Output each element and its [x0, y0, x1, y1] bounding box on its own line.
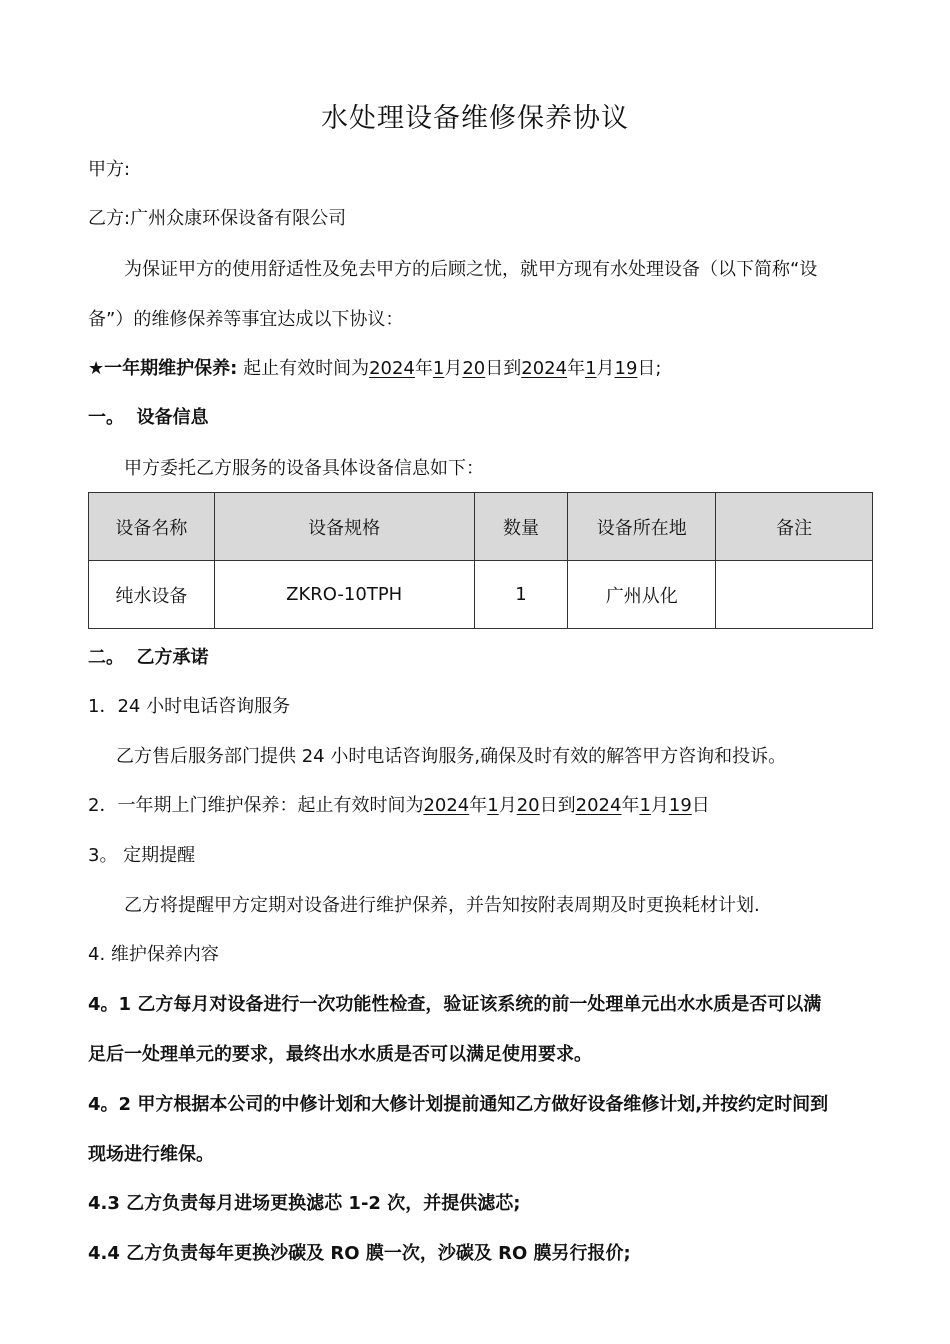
- item2-end-month: 1: [639, 795, 651, 816]
- period-end-year: 2024: [521, 358, 568, 379]
- period-start-year: 2024: [369, 358, 415, 379]
- item-3-body: 乙方将提醒甲方定期对设备进行维护保养，并告知按附表周期及时更换耗材计划.: [124, 895, 760, 916]
- table-header-row: [89, 493, 873, 561]
- header-quantity: 数量: [474, 493, 568, 561]
- maintenance-period: ★一年期维护保养: 起止有效时间为2024年1月20日到2024年1月19日;: [88, 358, 662, 379]
- cell-location: 广州从化: [568, 561, 716, 629]
- section-2-heading: 二。 乙方承诺: [88, 647, 209, 668]
- item-4-1-line-2: 足后一处理单元的要求，最终出水水质是否可以满足使用要求。: [88, 1044, 592, 1065]
- section-1-heading: 一。 设备信息: [88, 407, 209, 428]
- party-b: 乙方:广州众康环保设备有限公司: [88, 208, 347, 229]
- period-end-month: 1: [585, 358, 597, 379]
- intro-line-1: 为保证甲方的使用舒适性及免去甲方的后顾之忧，就甲方现有水处理设备（以下简称“设: [124, 259, 818, 280]
- item-2: 2．一年期上门维护保养：起止有效时间为2024年1月20日到2024年1月19日: [88, 795, 710, 816]
- section-1-desc: 甲方委托乙方服务的设备具体设备信息如下：: [124, 458, 484, 479]
- item-4-1-line-1: 4。1 乙方每月对设备进行一次功能性检查，验证该系统的前一处理单元出水水质是否可以满: [88, 994, 822, 1015]
- header-device-name: 设备名称: [89, 493, 215, 561]
- item-4-4: 4.4 乙方负责每年更换沙碳及 RO 膜一次，沙碳及 RO 膜另行报价;: [88, 1243, 631, 1264]
- cell-device-spec: ZKRO-10TPH: [214, 561, 474, 629]
- party-a: 甲方:: [88, 159, 131, 180]
- equipment-table: [88, 492, 873, 629]
- item-3-title: 3。 定期提醒: [88, 845, 196, 866]
- item2-start-month: 1: [487, 795, 499, 816]
- cell-device-name: 纯水设备: [89, 561, 215, 629]
- item-4-3: 4.3 乙方负责每月进场更换滤芯 1-2 次，并提供滤芯;: [88, 1193, 521, 1214]
- header-location: 设备所在地: [568, 493, 716, 561]
- intro-line-2: 备”）的维修保养等事宜达成以下协议：: [88, 309, 404, 330]
- document-title: 水处理设备维修保养协议: [321, 103, 629, 134]
- item-1-body: 乙方售后服务部门提供 24 小时电话咨询服务,确保及时有效的解答甲方咨询和投诉。: [116, 746, 787, 767]
- cell-quantity: 1: [474, 561, 568, 629]
- period-label: ★一年期维护保养:: [88, 358, 238, 379]
- period-start-month: 1: [432, 358, 445, 379]
- item2-start-day: 20: [516, 795, 540, 816]
- item2-end-day: 19: [668, 795, 692, 816]
- item-4-2-line-1: 4。2 甲方根据本公司的中修计划和大修计划提前通知乙方做好设备维修计划,并按约定时间到: [88, 1094, 829, 1115]
- period-end-day: 19: [614, 358, 638, 379]
- period-start-day: 20: [462, 358, 486, 379]
- item2-start-year: 2024: [423, 795, 470, 816]
- table-row: [89, 561, 873, 629]
- period-prefix: 起止有效时间为: [243, 358, 370, 379]
- item-1-title: 1．24 小时电话咨询服务: [88, 696, 291, 717]
- header-device-spec: 设备规格: [214, 493, 474, 561]
- cell-remarks: [716, 561, 873, 629]
- item2-end-year: 2024: [575, 795, 622, 816]
- item-4-title: 4. 维护保养内容: [88, 944, 219, 965]
- header-remarks: 备注: [716, 493, 873, 561]
- item-4-2-line-2: 现场进行维保。: [88, 1144, 214, 1165]
